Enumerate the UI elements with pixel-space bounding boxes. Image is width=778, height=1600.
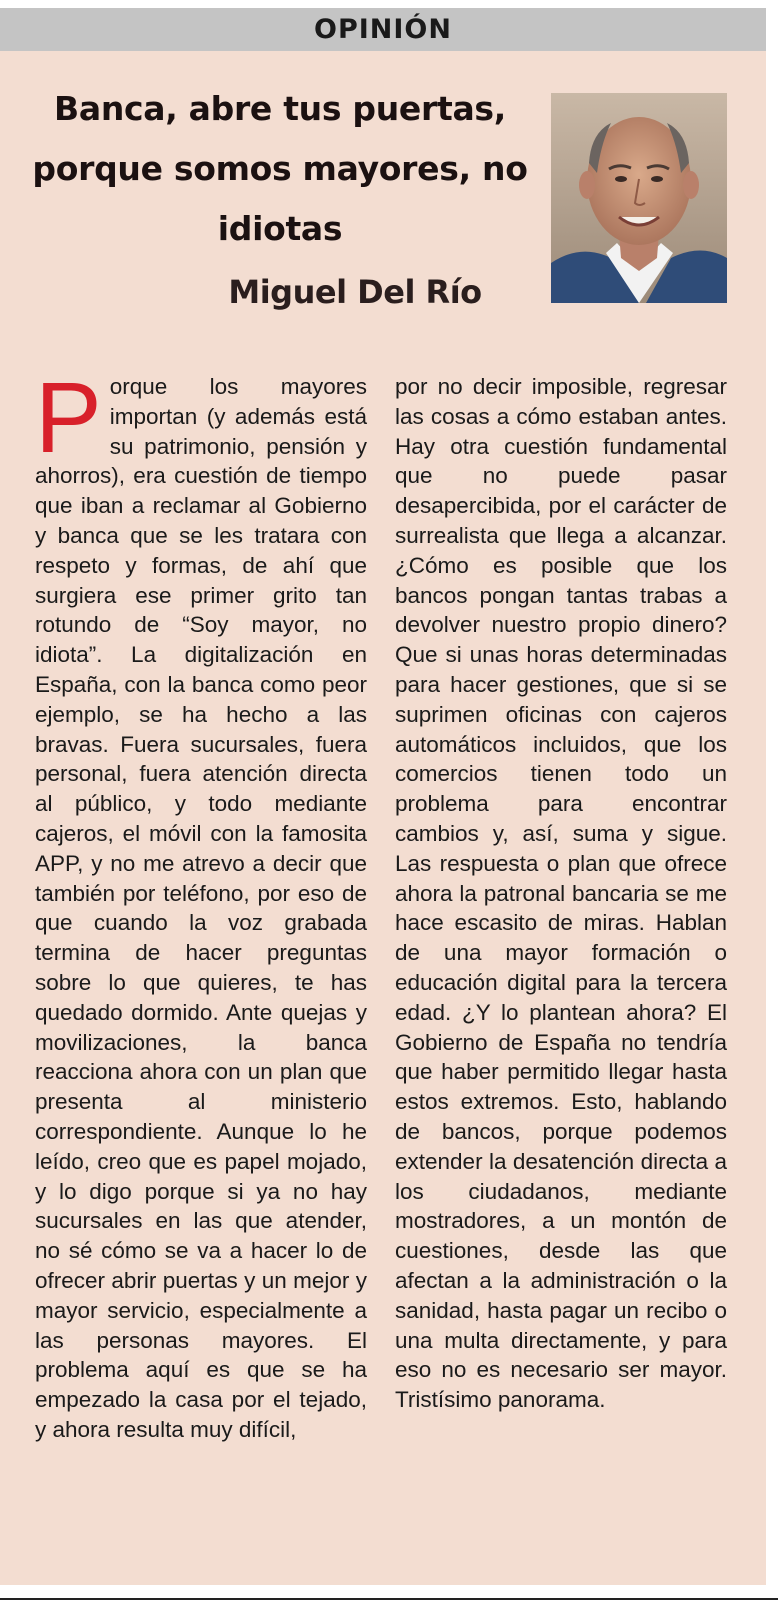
section-header-bar	[0, 8, 766, 51]
drop-cap: P	[35, 362, 102, 474]
section-label: OPINIÓN	[314, 14, 452, 45]
article-column-right: por no decir imposible, regresar las cosas a cómo estaban antes. Hay otra cuestión fundamental que no puede pasar desapercibida, por el carácter de surrealista que llega a alcanzar. ¿Cómo es posible que los bancos pongan tantas trabas a devolver nuestro propio dinero? Que si unas horas determinadas para hacer gestiones, que si se suprimen oficinas con cajeros automáticos incluidos, que los comercios tienen todo un problema para encontrar cambios y, así, suma y sigue. Las respuesta o plan que ofrece ahora la patronal bancaria se me hace escasito de miras. Hablan de una mayor formación o educación digital para la tercera edad. ¿Y lo plantean ahora? El Gobierno de España no tendría que haber permitido llegar hasta estos extremos. Esto, hablando de bancos, porque podemos extender la desatención directa a los ciudadanos, mediante mostradores, a un montón de cuestiones, desde las que afectan a la administración o la sanidad, hasta pagar un recibo o una multa directamente, y para eso no es necesario ser mayor. Tristísimo panorama.	[395, 374, 727, 1413]
article-headline: Banca, abre tus puertas, porque somos mayores, no idiotas	[32, 89, 528, 248]
article-panel	[0, 51, 766, 1585]
author-photo	[551, 93, 727, 303]
author-byline: Miguel Del Río	[228, 273, 482, 311]
column-left-text: orque los mayores importan (y además está su patrimonio, pensión y ahorros), era cuestión de tiempo que iban a reclamar al Gobierno y banca que se les tratara con respeto y formas, de ahí que surgiera ese primer grito tan rotundo de “Soy mayor, no idiota”. La digitalización en España, con la banca como peor ejemplo, se ha hecho a las bravas. Fuera sucursales, fuera personal, fuera atención directa al público, y todo mediante cajeros, el móvil con la famosita APP, y no me atrevo a decir que también por teléfono, por eso de que cuando la voz grabada termina de hacer preguntas sobre lo que quieres, te has quedado dormido. Ante quejas y movilizaciones, la banca reacciona ahora con un plan que presenta al ministerio correspondiente. Aunque lo he leído, creo que es papel mojado, y lo digo porque si ya no hay sucursales en las que atender, no sé cómo se va a hacer lo de ofrecer abrir puertas y un mejor y mayor servicio, especialmente a las personas mayores. El problema aquí es que se ha empezado la casa por el tejado, y ahora resulta muy difícil,	[35, 374, 367, 1442]
article-column-left	[35, 362, 367, 1445]
